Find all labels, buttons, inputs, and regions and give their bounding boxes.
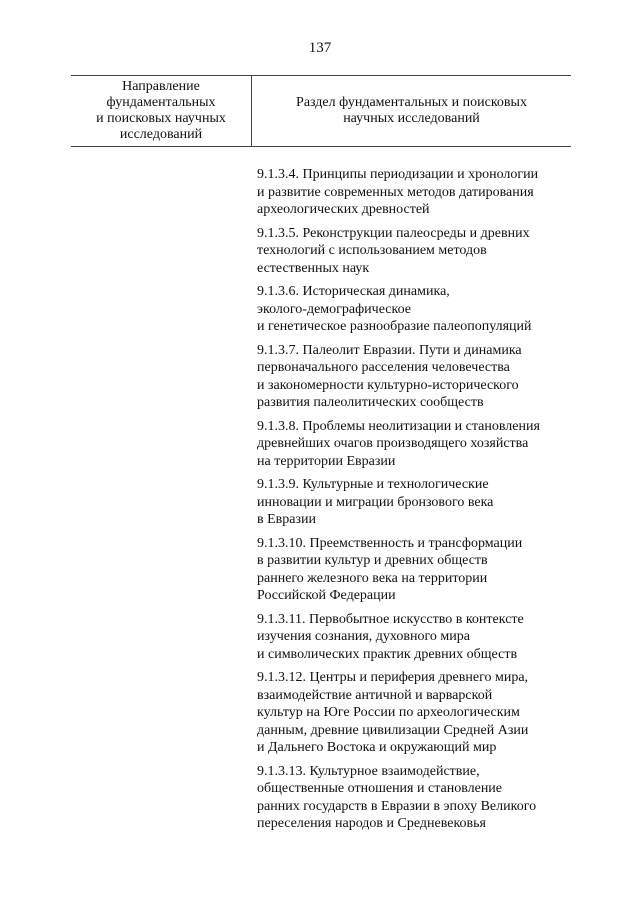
direction-column-header <box>71 76 252 146</box>
section-list <box>257 166 577 839</box>
section-item: 9.1.3.12. Центры и периферия древнего мира, взаимодействие античной и варварской культур на Юге России по археологическим данным, древние цивилизации Средней Азии и Дальнего Востока и окружающий мир <box>257 670 529 755</box>
section-column-header <box>252 76 571 146</box>
section-header-label: Раздел фундаментальных и поисковых научных исследований <box>296 95 527 126</box>
section-item: 9.1.3.13. Культурное взаимодействие, общественные отношения и становление ранних государств в Евразии в эпоху Великого переселения народов и Средневековья <box>257 763 537 831</box>
section-item: 9.1.3.5. Реконструкции палеосреды и древних технологий с использованием методов естественных наук <box>257 225 530 276</box>
table-header <box>71 75 571 147</box>
section-item: 9.1.3.10. Преемственность и трансформации в развитии культур и древних обществ раннего железного века на территории Российской Федерации <box>257 535 523 603</box>
page-number: 137 <box>308 40 332 56</box>
section-item: 9.1.3.4. Принципы периодизации и хронологии и развитие современных методов датирования археологических древностей <box>257 167 539 217</box>
section-item: 9.1.3.11. Первобытное искусство в контексте изучения сознания, духовного мира и символических практик древних обществ <box>257 611 524 662</box>
section-item: 9.1.3.8. Проблемы неолитизации и становления древнейших очагов производящего хозяйства на территории Евразии <box>257 418 540 469</box>
section-item: 9.1.3.9. Культурные и технологические инновации и миграции бронзового века в Евразии <box>257 477 494 527</box>
section-item: 9.1.3.7. Палеолит Евразии. Пути и динамика первоначального расселения человечества и закономерности культурно-исторического развития палеолитических сообществ <box>257 342 522 410</box>
direction-header-label: Направление фундаментальных и поисковых научных исследований <box>96 79 226 142</box>
section-item: 9.1.3.6. Историческая динамика, эколого-демографическое и генетическое разнообразие палеопопуляций <box>257 284 532 334</box>
